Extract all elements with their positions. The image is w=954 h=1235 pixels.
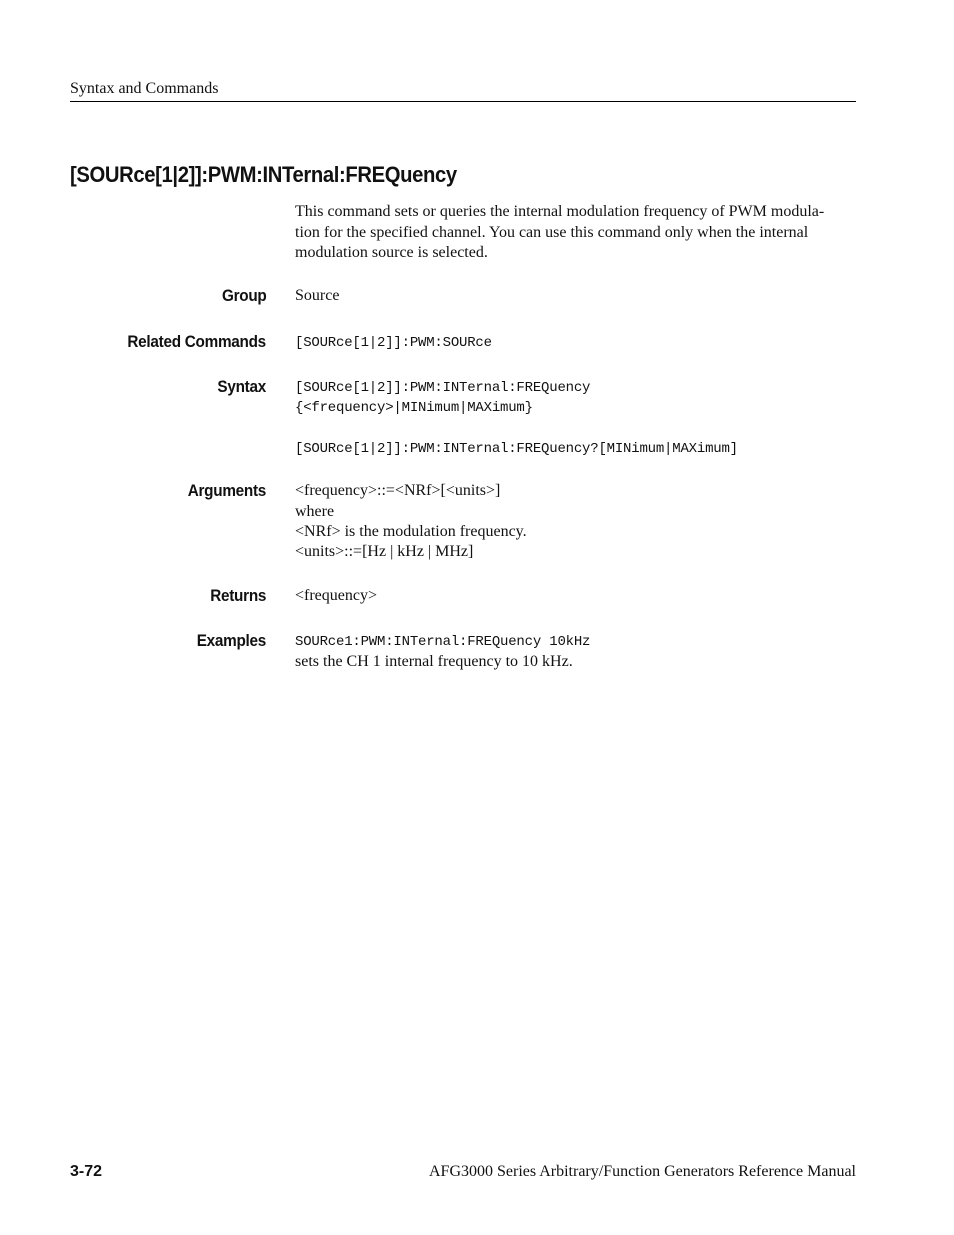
returns-label: Returns — [210, 586, 266, 605]
manual-title: AFG3000 Series Arbitrary/Function Generators Reference Manual — [429, 1163, 856, 1180]
arguments-line: <units>::=[Hz | kHz | MHz] — [295, 543, 474, 560]
syntax-line: [SOURce[1|2]]:PWM:INTernal:FREQuency — [295, 380, 591, 396]
syntax-label: Syntax — [217, 377, 266, 396]
related-commands-value: [SOURce[1|2]]:PWM:SOURce — [295, 335, 492, 351]
examples-code: SOURce1:PWM:INTernal:FREQuency 10kHz — [295, 634, 591, 650]
description-line: This command sets or queries the internal modulation frequency of PWM modula- — [295, 203, 825, 220]
group-value: Source — [295, 287, 340, 304]
arguments-label: Arguments — [187, 481, 266, 500]
related-commands-label: Related Commands — [127, 332, 266, 351]
running-header: Syntax and Commands — [70, 80, 219, 97]
arguments-line: <frequency>::=<NRf>[<units>] — [295, 482, 501, 499]
command-description — [295, 202, 860, 264]
header-rule — [70, 101, 856, 102]
arguments-line: <NRf> is the modulation frequency. — [295, 523, 527, 540]
examples-text: sets the CH 1 internal frequency to 10 kHz. — [295, 653, 573, 670]
description-line: modulation source is selected. — [295, 244, 488, 261]
command-title: [SOURce[1|2]]:PWM:INTernal:FREQuency — [70, 162, 457, 187]
arguments-line: where — [295, 503, 335, 520]
syntax-line: {<frequency>|MINimum|MAXimum} — [295, 400, 533, 416]
description-line: tion for the specified channel. You can use this command only when the internal — [295, 223, 809, 241]
syntax-query-line: [SOURce[1|2]]:PWM:INTernal:FREQuency?[MINimum|MAXimum] — [295, 441, 738, 457]
group-label: Group — [221, 286, 266, 305]
examples-label: Examples — [196, 631, 266, 650]
returns-value: <frequency> — [295, 587, 378, 604]
page-number: 3-72 — [70, 1163, 103, 1180]
